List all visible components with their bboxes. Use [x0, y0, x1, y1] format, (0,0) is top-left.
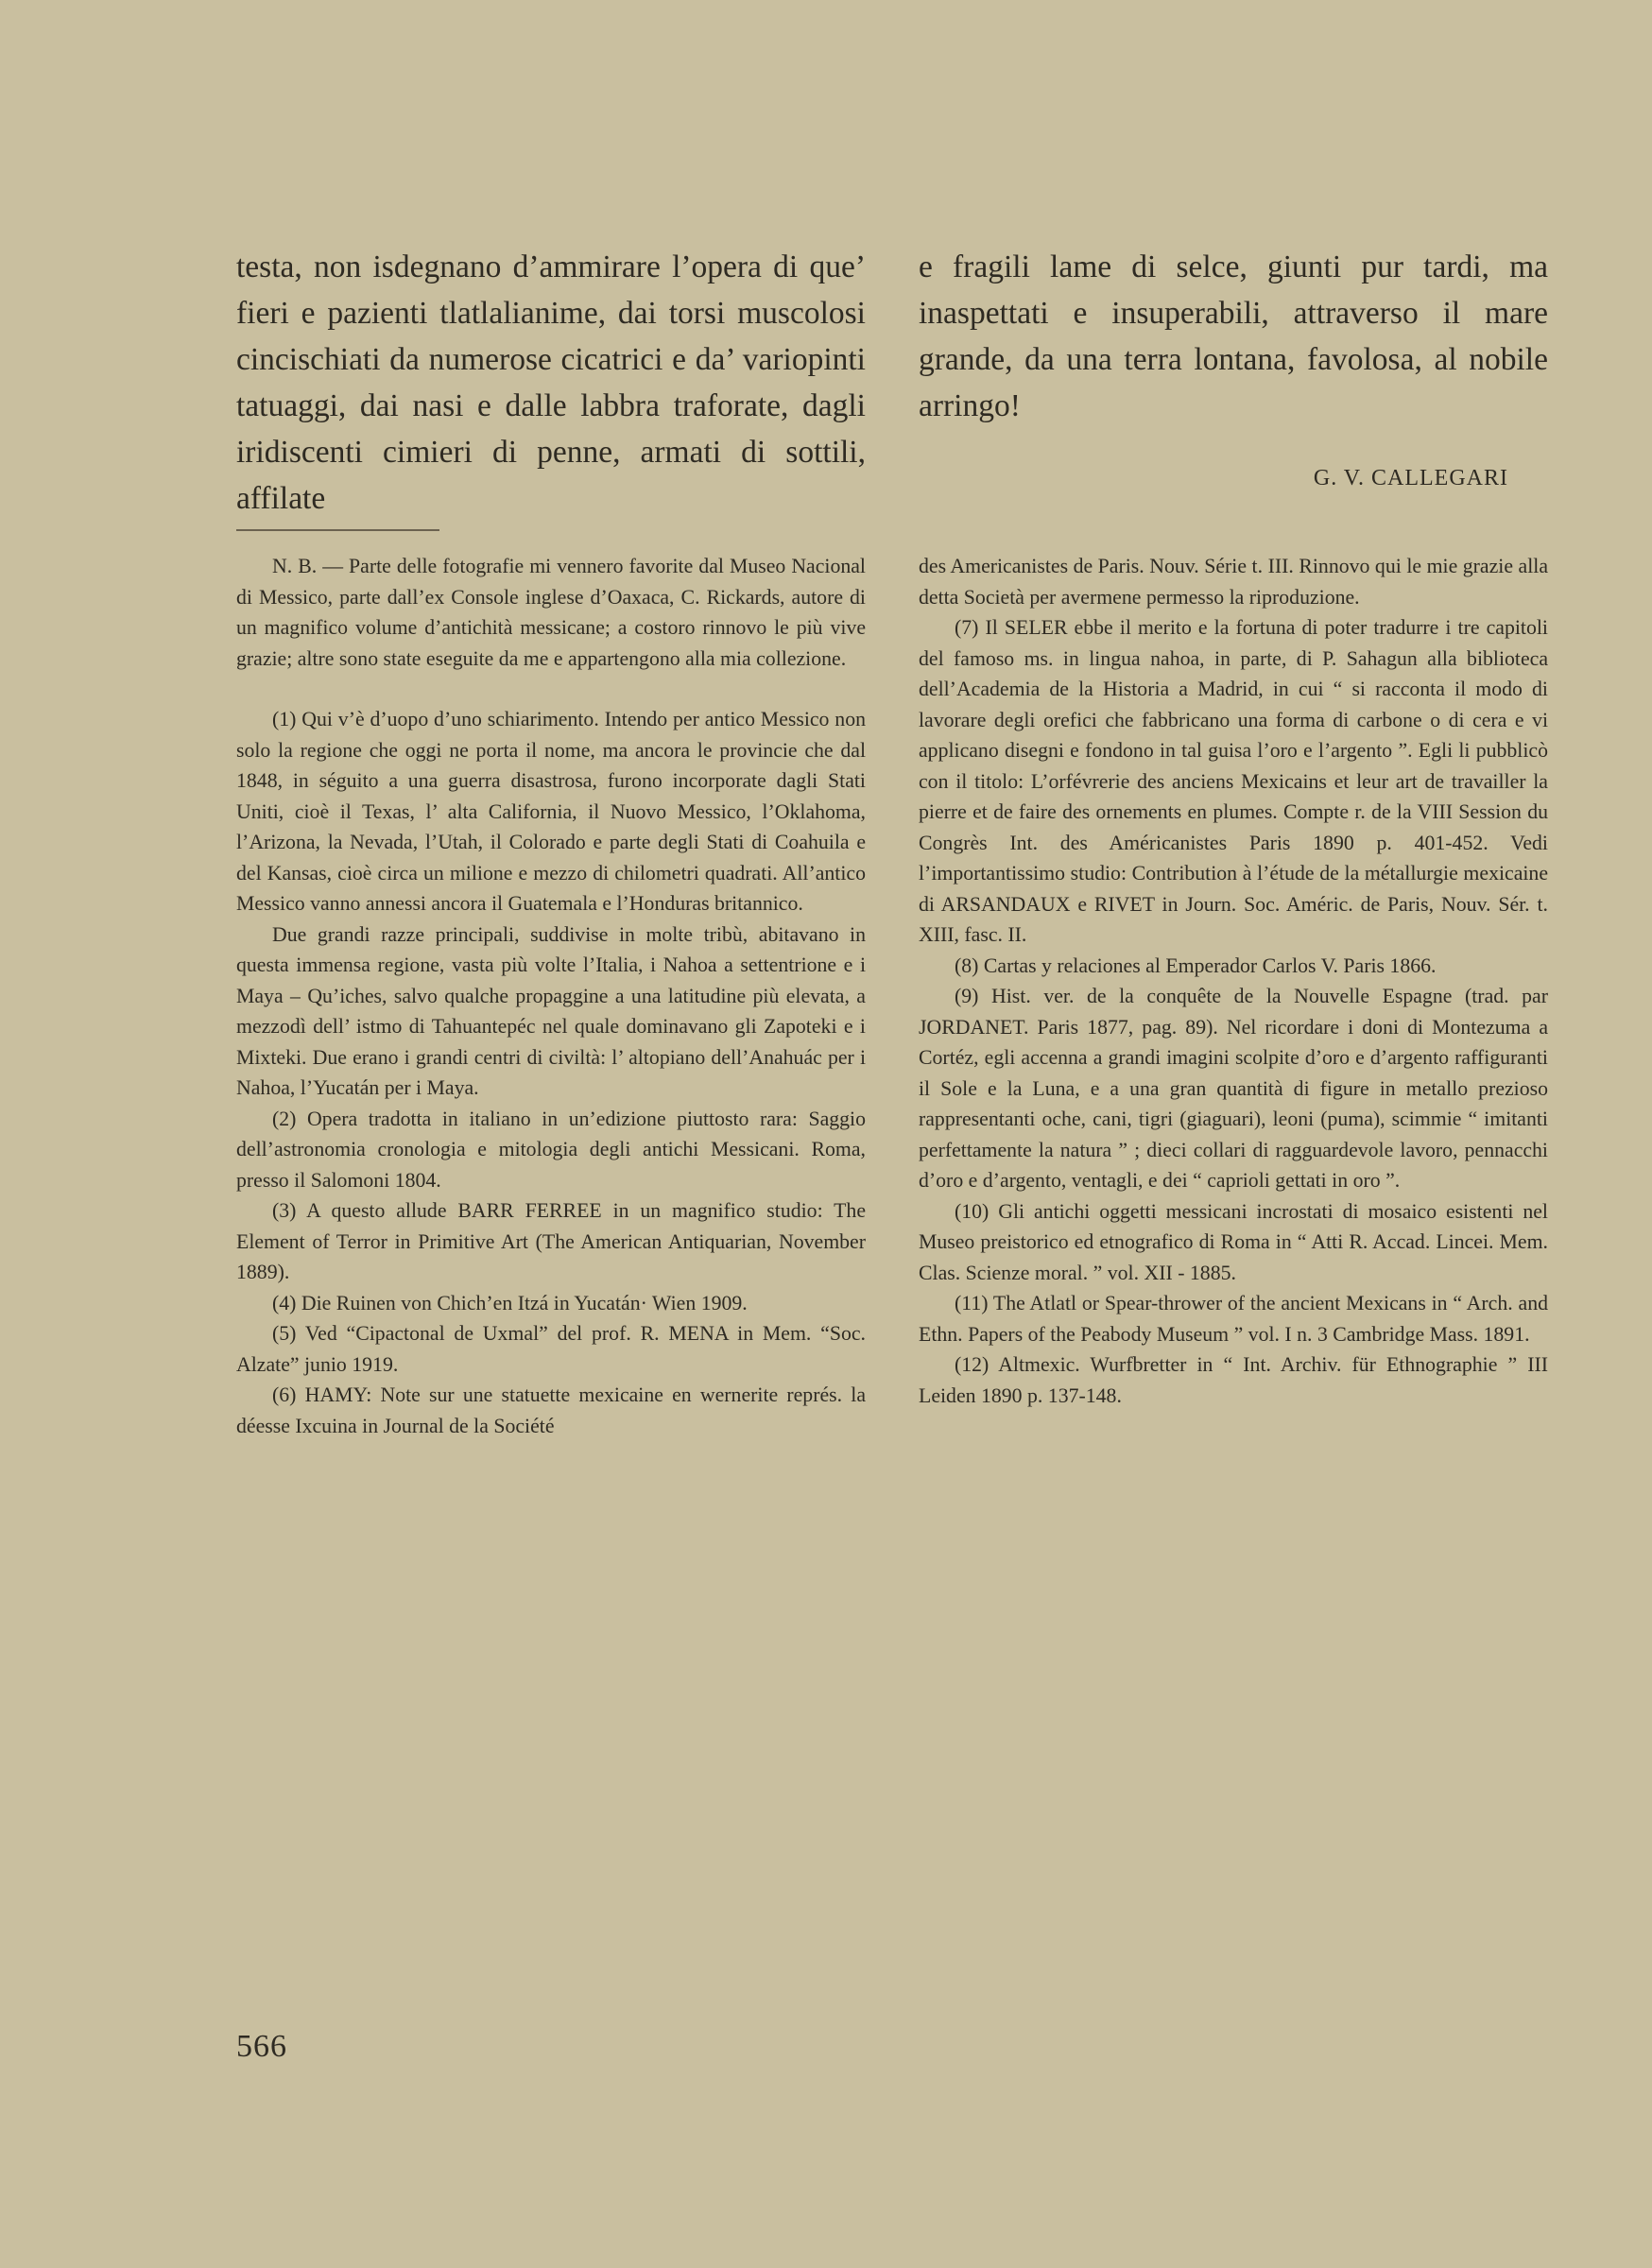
footnote-1-continued: Due grandi razze principali, suddivise in molte tribù, abitavano in questa immensa regione, vasta più volte l’Italia, i Nahoa a settentrione e i Maya – Qu’iches, salvo qualche propaggine a una latitudine più elevata, a mezzodì dell’ istmo di Tahuantepéc nel quale dominavano gli Zapoteki e i Mixteki. Due erano i grandi centri di civiltà: l’ altopiano dell’Anahuác per i Nahoa, l’Yucatán per i Maya.: [236, 922, 866, 1099]
main-text-right: e fragili lame di selce, giunti pur tardi, ma inaspettati e insuperabili, attraverso il mare grande, da una terra lontana, favolosa, al nobile arringo!: [919, 249, 1548, 423]
footnote-9: (9) Hist. ver. de la conquête de la Nouvelle Espagne (trad. par JORDANET. Paris 1877, pag. 89). Nel ricordare i doni di Montezuma a Cortéz, egli accenna a grandi imagini scolpite d’oro e d’argento raffiguranti il Sole e la Luna, e a una gran quantità di figure in metallo prezioso rappresentanti oche, cani, tigri (giaguari), leoni (puma), scimmie “ imitanti perfettamente la natura ” ; dieci collari di ragguardevole lavoro, pennacchi d’oro e d’argento, ventagli, e dei “ caprioli gettati in oro ”.: [919, 985, 1548, 1192]
footnote-3: (3) A questo allude BARR FERREE in un magnifico studio: The Element of Terror in Primitive Art (The American Antiquarian, November 1889).: [236, 1199, 866, 1283]
page-number: 566: [236, 2029, 287, 2064]
main-text-left-column: [236, 244, 866, 522]
footnote-7: (7) Il SELER ebbe il merito e la fortuna di poter tradurre i tre capitoli del famoso ms. in lingua nahoa, in parte, di P. Sahagun alla biblioteca dell’Academia de la Historia a Madrid, in cui “ si racconta il modo di lavorare degli orefici che fabbricano una forma di carbone o di cera e vi applicano disegni e fondono in tal guisa l’oro e l’argento ”. Egli li pubblicò con il titolo: L’orfévrerie des anciens Mexicains et leur art de travailler la pierre et de faire des ornements en plumes. Compte r. de la VIII Session du Congrès Int. des Américanistes Paris 1890 p. 401-452. Vedi l’importantissimo studio: Contribution à l’étude de la métallurgie mexicaine di ARSANDAUX e RIVET in Journ. Soc. Améric. de Paris, Nouv. Sér. t. XIII, fasc. II.: [919, 616, 1548, 946]
footnote-1: (1) Qui v’è d’uopo d’uno schiarimento. Intendo per antico Messico non solo la regione che oggi ne porta il nome, ma ancora le provincie che dal 1848, in séguito a una guerra disastrosa, furono incorporate dagli Stati Uniti, cioè il Texas, l’ alta California, il Nuovo Messico, l’Oklahoma, l’Arizona, la Nevada, l’Utah, il Colorado e parte degli Stati di Coahuila e del Kansas, cioè circa un milione e mezzo di chilometri quadrati. All’antico Messico vanno annessi ancora il Guatemala e l’Honduras britannico.: [236, 708, 866, 915]
note-gap: [236, 674, 866, 704]
main-text-left: testa, non isdegnano d’ammirare l’opera di que’ fieri e pazienti tlatlalianime, dai torsi muscolosi cincischiati da numerose cicatrici e da’ variopinti tatuaggi, dai nasi e dalle labbra traforate, dagli iridiscenti cimieri di penne, armati di sottili, affilate: [236, 249, 866, 516]
note-nb: N. B. — Parte delle fotografie mi vennero favorite dal Museo Nacional di Messico, parte dall’ex Console inglese d’Oaxaca, C. Rickards, autore di un magnifico volume d’antichità messicane; a costoro rinnovo le più vive grazie; altre sono state eseguite da me e appartengono alla mia collezione.: [236, 555, 866, 670]
footnote-11: (11) The Atlatl or Spear-thrower of the ancient Mexicans in “ Arch. and Ethn. Papers of the Peabody Museum ” vol. I n. 3 Cambridge Mass. 1891.: [919, 1292, 1548, 1346]
footnote-6-continued: des Americanistes de Paris. Nouv. Série t. III. Rinnovo qui le mie grazie alla detta Società per avermene permesso la riproduzione.: [919, 555, 1548, 609]
footnote-10: (10) Gli antichi oggetti messicani incrostati di mosaico esistenti nel Museo preistorico ed etnografico di Roma in “ Atti R. Accad. Lincei. Mem. Clas. Scienze moral. ” vol. XII - 1885.: [919, 1199, 1548, 1284]
footnote-4: (4) Die Ruinen von Chich’en Itzá in Yucatán· Wien 1909.: [272, 1291, 748, 1314]
footnote-separator-rule: [236, 529, 439, 531]
footnotes-right-column: [919, 551, 1548, 1411]
footnote-2: (2) Opera tradotta in italiano in un’edizione piuttosto rara: Saggio dell’astronomia cronologia e mitologia degli antichi Messicani. Roma, presso il Salomoni 1804.: [236, 1107, 866, 1192]
footnote-5: (5) Ved “Cipactonal de Uxmal” del prof. R. MENA in Mem. “Soc. Alzate” junio 1919.: [236, 1322, 866, 1376]
main-text-right-column: [919, 244, 1548, 502]
footnote-6: (6) HAMY: Note sur une statuette mexicaine en wernerite représ. la déesse Ixcuina in Journal de la Société: [236, 1383, 866, 1437]
author-signature: G. V. CALLEGARI: [1313, 466, 1508, 490]
footnotes-left-column: [236, 551, 866, 1441]
footnote-12: (12) Altmexic. Wurfbretter in “ Int. Archiv. für Ethnographie ” III Leiden 1890 p. 137-148.: [919, 1353, 1548, 1407]
footnote-8: (8) Cartas y relaciones al Emperador Carlos V. Paris 1866.: [955, 954, 1437, 977]
